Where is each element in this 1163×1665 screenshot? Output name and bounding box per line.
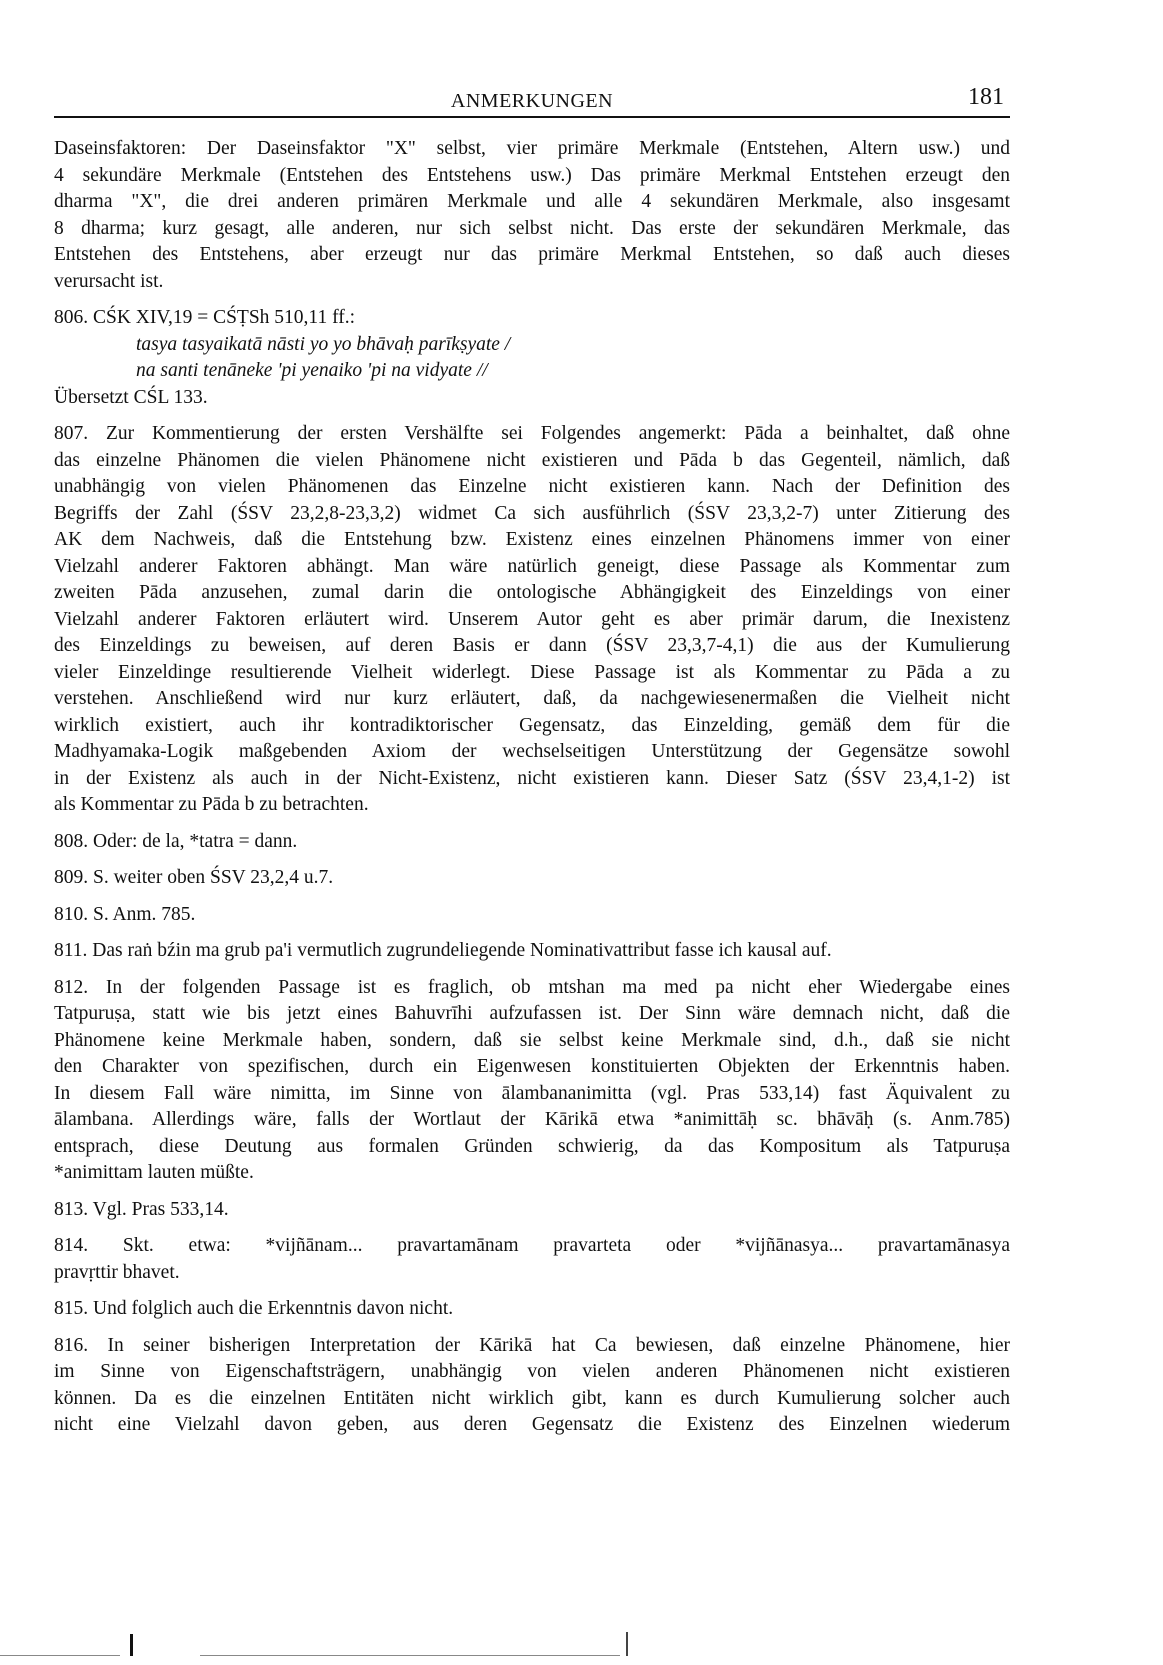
text-line: 813. Vgl. Pras 533,14.	[54, 1198, 229, 1220]
text-line: den Charakter von spezifischen, durch ein Eigenwesen konstituierten Objekten der Erkenntnis haben.	[54, 1056, 1010, 1077]
text-line: *animittam lauten müßte.	[54, 1162, 254, 1183]
text-line: 811. Das raṅ bźin ma grub pa'i vermutlich zugrundeliegende Nominativattribut fasse ich kausal auf.	[54, 940, 832, 961]
text-line: 807. Zur Kommentierung der ersten Vershälfte sei Folgendes angemerkt: Pāda a beinhaltet, daß ohne	[54, 423, 1010, 444]
intro-paragraph	[54, 136, 1010, 295]
note-812	[54, 975, 1010, 1187]
text-line: des Einzeldings zu beweisen, auf deren Basis er dann (ŚSV 23,3,7-4,1) die aus der Kumulierung	[54, 635, 1010, 656]
text-line: 4 sekundäre Merkmale (Entstehen des Entstehens usw.) Das primäre Merkmal Entstehen erzeugt den	[54, 164, 1010, 186]
text-line: nicht eine Vielzahl davon geben, aus deren Gegensatz die Existenz des Einzelnen wiederum	[54, 1414, 1010, 1435]
verse-line: tasya tasyaikatā nāsti yo yo bhāvaḥ parīkṣyate /	[136, 333, 511, 355]
text-line: 809. S. weiter oben ŚSV 23,2,4 u.7.	[54, 867, 334, 888]
note-811	[54, 938, 1010, 965]
text-line: 815. Und folglich auch die Erkenntnis davon nicht.	[54, 1298, 454, 1319]
note-807	[54, 421, 1010, 819]
text-line: Daseinsfaktoren: Der Daseinsfaktor "X" selbst, vier primäre Merkmale (Entstehen, Altern usw.) und	[54, 138, 1010, 159]
text-line: wirklich existiert, auch ihr kontradiktorischer Gegensatz, das Einzelding, gemäß dem für die	[54, 714, 1010, 736]
text-line: pravṛttir bhavet.	[54, 1261, 180, 1283]
scan-line	[0, 1655, 120, 1656]
text-line: das einzelne Phänomen die vielen Phänomene nicht existieren und Pāda b das Gegenteil, nämlich, daß	[54, 449, 1010, 471]
note-808	[54, 829, 1010, 856]
text-line: unabhängig von vielen Phänomenen das Einzelne nicht existieren kann. Nach der Definition des	[54, 476, 1010, 497]
text-line: ālambana. Allerdings wäre, falls der Wortlaut der Kārikā etwa *animittāḥ sc. bhāvāḥ (s. Anm.785)	[54, 1109, 1010, 1130]
page-number: 181	[968, 84, 1004, 110]
text-line: Tatpuruṣa, statt wie bis jetzt eines Bahuvrīhi aufzufassen ist. Der Sinn wäre demnach nicht, daß die	[54, 1003, 1010, 1024]
text-line: verstehen. Anschließend wird nur kurz erläutert, daß, da nachgewiesenermaßen die Vielheit nicht	[54, 688, 1010, 709]
text-line: AK dem Nachweis, daß die Entstehung bzw. Existenz eines einzelnen Phänomens immer von einer	[54, 529, 1010, 550]
note-816	[54, 1333, 1010, 1439]
text-line: 810. S. Anm. 785.	[54, 903, 196, 925]
text-line: können. Da es die einzelnen Entitäten nicht wirklich gibt, kann es durch Kumulierung solcher auch	[54, 1387, 1010, 1409]
text-line: Phänomene keine Merkmale haben, sondern, daß sie selbst keine Merkmale sind, d.h., daß sie nicht	[54, 1029, 1010, 1051]
scan-line	[200, 1655, 620, 1656]
text-line: 812. In der folgenden Passage ist es fraglich, ob mtshan ma med pa nicht eher Wiedergabe eines	[54, 976, 1010, 998]
text-line: In diesem Fall wäre nimitta, im Sinne von ālambananimitta (vgl. Pras 533,14) fast Äquivalent zu	[54, 1082, 1010, 1104]
running-title: ANMERKUNGEN	[450, 90, 614, 112]
verse-line: na santi tenāneke 'pi yenaiko 'pi na vidyate //	[136, 360, 488, 381]
text-line: 8 dharma; kurz gesagt, alle anderen, nur sich selbst nicht. Das erste der sekundären Merkmale, das	[54, 217, 1010, 239]
text-line: Entstehen des Entstehens, aber erzeugt nur das primäre Merkmal Entstehen, so daß auch dieses	[54, 244, 1010, 265]
scan-mark	[626, 1632, 628, 1656]
text-line: Madhyamaka-Logik maßgebenden Axiom der wechselseitigen Unterstützung der Gegensätze sowohl	[54, 741, 1010, 762]
text-line: 816. In seiner bisherigen Interpretation der Kārikā hat Ca bewiesen, daß einzelne Phänomene, hier	[54, 1334, 1010, 1356]
note-810	[54, 902, 1010, 929]
text-line: verursacht ist.	[54, 270, 164, 292]
text-line: im Sinne von Eigenschaftsträgern, unabhängig von vielen anderen Phänomenen nicht existieren	[54, 1361, 1010, 1382]
text-line: Vielzahl anderer Faktoren erläutert wird. Unserem Autor geht es aber primär darum, die Inexistenz	[54, 608, 1010, 630]
scan-edge-marks	[0, 1628, 1163, 1658]
text-line: als Kommentar zu Pāda b zu betrachten.	[54, 794, 369, 815]
text-line: 814. Skt. etwa: *vijñānam... pravartamānam pravarteta oder *vijñānasya... pravartamānasya	[54, 1235, 1010, 1256]
note-815	[54, 1296, 1010, 1323]
note-806	[54, 305, 1010, 411]
running-header	[54, 84, 1010, 118]
scan-mark	[130, 1634, 133, 1656]
note-814	[54, 1233, 1010, 1286]
text-line: in der Existenz als auch in der Nicht-Existenz, nicht existieren kann. Dieser Satz (ŚSV 23,4,1-2) ist	[54, 767, 1010, 789]
text-line: 808. Oder: de la, *tatra = dann.	[54, 830, 298, 852]
note-813	[54, 1197, 1010, 1224]
text-line: zweiten Pāda anzusehen, zumal darin die ontologische Abhängigkeit des Einzeldings von einer	[54, 582, 1010, 603]
text-line: dharma "X", die drei anderen primären Merkmale und alle 4 sekundären Merkmale, also insgesamt	[54, 191, 1010, 212]
page	[54, 84, 1010, 1449]
text-line: Übersetzt CŚL 133.	[54, 386, 208, 408]
notes-body	[54, 136, 1010, 1439]
note-809	[54, 865, 1010, 892]
text-line: 806. CŚK XIV,19 = CŚṬSh 510,11 ff.:	[54, 307, 356, 328]
text-line: Begriffs der Zahl (ŚSV 23,2,8-23,3,2) widmet Ca sich ausführlich (ŚSV 23,3,2-7) unter Zitierung des	[54, 502, 1010, 524]
text-line: vieler Einzeldinge resultierende Vielheit widerlegt. Diese Passage ist als Kommentar zu Pāda a zu	[54, 661, 1010, 683]
text-line: entsprach, diese Deutung aus formalen Gründen schwierig, da das Kompositum als Tatpuruṣa	[54, 1135, 1010, 1157]
text-line: Vielzahl anderer Faktoren abhängt. Man wäre natürlich geneigt, diese Passage als Kommentar zum	[54, 555, 1010, 577]
